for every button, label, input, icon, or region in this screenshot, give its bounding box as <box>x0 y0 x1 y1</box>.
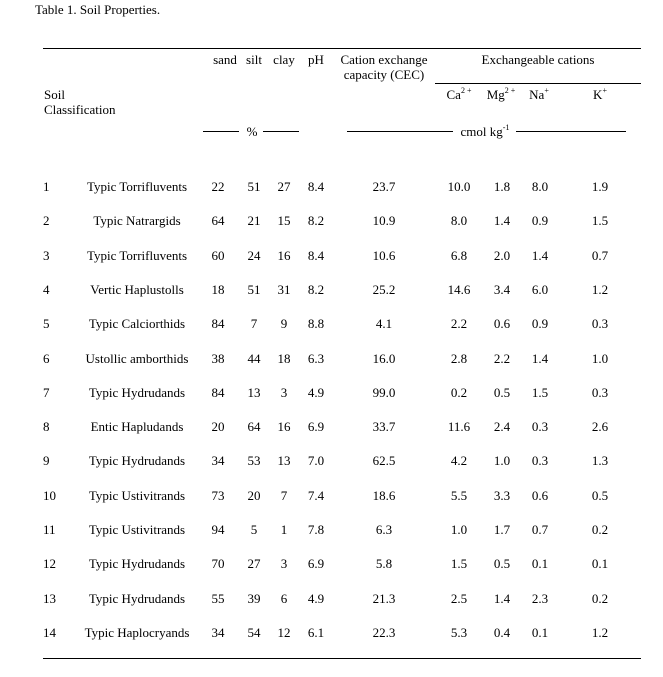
cell-no: 2 <box>43 213 50 229</box>
cell-ph: 7.0 <box>307 453 325 469</box>
exchangeable-rule <box>435 83 641 84</box>
cell-mg: 0.5 <box>493 384 511 400</box>
header-clay: clay <box>273 52 295 67</box>
cell-ph: 6.1 <box>307 624 325 640</box>
cell-mg: 2.2 <box>493 350 511 366</box>
cell-clay: 16 <box>277 419 291 435</box>
cell-silt: 39 <box>247 590 261 606</box>
unit-rule-cmol-right <box>516 131 626 132</box>
unit-rule-percent-right <box>263 131 299 132</box>
header-na-charge: + <box>544 86 549 95</box>
cell-name: Typic Torrifluvents <box>86 247 188 263</box>
header-cec-line1: Cation exchange <box>340 52 428 67</box>
cell-cec: 10.9 <box>372 213 396 229</box>
cell-no: 10 <box>43 487 56 503</box>
cell-clay: 18 <box>277 350 291 366</box>
cell-name: Vertic Haplustolls <box>90 281 184 297</box>
unit-cmol-text: cmol kg <box>460 124 503 139</box>
cell-sand: 34 <box>211 453 225 469</box>
cell-k: 0.3 <box>591 384 609 400</box>
cell-ph: 6.9 <box>307 556 325 572</box>
cell-name: Entic Hapludands <box>90 419 184 435</box>
cell-ph: 7.4 <box>307 487 325 503</box>
cell-na: 0.1 <box>531 556 549 572</box>
cell-k: 0.2 <box>591 522 609 537</box>
cell-sand: 94 <box>211 522 225 537</box>
cell-na: 0.3 <box>531 419 549 435</box>
cell-ca: 2.2 <box>450 316 468 332</box>
cell-cec: 16.0 <box>372 350 396 366</box>
cell-silt: 21 <box>247 213 261 229</box>
cell-clay: 31 <box>277 281 291 297</box>
unit-rule-percent-left <box>203 131 239 132</box>
cell-no: 3 <box>43 247 50 263</box>
top-rule <box>43 48 641 49</box>
cell-ph: 4.9 <box>307 384 325 400</box>
cell-sand: 34 <box>211 624 225 640</box>
unit-cmol-exponent: -1 <box>502 123 510 132</box>
header-k-charge: + <box>602 86 607 95</box>
cell-name: Typic Calciorthids <box>88 316 186 332</box>
header-k <box>593 87 607 103</box>
cell-name: Typic Torrifluvents <box>86 179 188 194</box>
cell-name: Typic Haplocryands <box>84 624 190 640</box>
cell-clay: 27 <box>277 179 291 194</box>
table-caption: Table 1. Soil Properties. <box>35 2 161 17</box>
cell-ca: 6.8 <box>450 247 468 263</box>
cell-cec: 62.5 <box>372 453 396 469</box>
header-sand: sand <box>213 52 237 67</box>
cell-na: 8.0 <box>531 179 549 194</box>
cell-no: 14 <box>43 624 56 640</box>
cell-k: 0.5 <box>591 487 609 503</box>
cell-cec: 6.3 <box>375 522 393 537</box>
cell-cec: 18.6 <box>372 487 396 503</box>
cell-name: Typic Hydrudands <box>88 590 186 606</box>
cell-no: 9 <box>43 453 50 469</box>
cell-ca: 5.5 <box>450 487 468 503</box>
cell-clay: 9 <box>280 316 288 332</box>
cell-mg: 3.3 <box>493 487 511 503</box>
cell-cec: 99.0 <box>372 384 396 400</box>
cell-mg: 0.5 <box>493 556 511 572</box>
header-soil-line2: Classification <box>44 102 116 117</box>
header-ca-symbol: Ca <box>446 87 461 102</box>
cell-silt: 44 <box>247 350 261 366</box>
cell-silt: 51 <box>247 179 261 194</box>
table-row <box>0 179 663 195</box>
cell-ca: 1.5 <box>450 556 468 572</box>
cell-clay: 13 <box>277 453 291 469</box>
cell-sand: 84 <box>211 384 225 400</box>
cell-no: 4 <box>43 281 50 297</box>
table-row <box>0 316 663 332</box>
cell-na: 2.3 <box>531 590 549 606</box>
cell-mg: 2.4 <box>493 419 511 435</box>
cell-no: 11 <box>43 522 56 537</box>
cell-silt: 64 <box>247 419 261 435</box>
header-mg-charge: 2 + <box>504 86 516 95</box>
cell-no: 13 <box>43 590 56 606</box>
cell-no: 8 <box>43 419 50 435</box>
cell-clay: 3 <box>280 556 288 572</box>
cell-na: 1.5 <box>531 384 549 400</box>
cell-ca: 5.3 <box>450 624 468 640</box>
cell-ph: 6.9 <box>307 419 325 435</box>
cell-cec: 4.1 <box>375 316 393 332</box>
cell-k: 1.2 <box>591 624 609 640</box>
cell-silt: 7 <box>250 316 258 332</box>
cell-cec: 21.3 <box>372 590 396 606</box>
header-mg-symbol: Mg <box>486 87 505 102</box>
cell-clay: 7 <box>280 487 288 503</box>
cell-k: 0.3 <box>591 316 609 332</box>
cell-silt: 54 <box>247 624 261 640</box>
cell-k: 0.7 <box>591 247 609 263</box>
table-row <box>0 419 663 435</box>
table-row <box>0 385 663 401</box>
cell-sand: 20 <box>211 419 225 435</box>
cell-ph: 8.8 <box>307 316 325 332</box>
cell-mg: 1.7 <box>493 522 511 537</box>
cell-sand: 18 <box>211 281 225 297</box>
header-na <box>529 87 549 103</box>
cell-silt: 5 <box>250 522 258 537</box>
cell-sand: 73 <box>211 487 225 503</box>
cell-ph: 8.4 <box>307 247 325 263</box>
table-row <box>0 248 663 264</box>
cell-na: 6.0 <box>531 281 549 297</box>
cell-mg: 1.0 <box>493 453 511 469</box>
cell-clay: 15 <box>277 213 291 229</box>
cell-na: 0.3 <box>531 453 549 469</box>
cell-mg: 0.4 <box>493 624 511 640</box>
cell-name: Typic Hydrudands <box>88 453 186 469</box>
cell-ph: 8.2 <box>307 213 325 229</box>
cell-no: 6 <box>43 350 50 366</box>
cell-clay: 12 <box>277 624 291 640</box>
cell-k: 1.9 <box>591 179 609 194</box>
cell-cec: 25.2 <box>372 281 396 297</box>
bottom-rule <box>43 658 641 659</box>
cell-na: 0.6 <box>531 487 549 503</box>
cell-sand: 38 <box>211 350 225 366</box>
cell-ph: 4.9 <box>307 590 325 606</box>
header-cec-line2: capacity (CEC) <box>343 67 425 82</box>
cell-na: 0.9 <box>531 213 549 229</box>
header-ph: pH <box>308 52 324 67</box>
cell-cec: 23.7 <box>372 179 396 194</box>
cell-sand: 84 <box>211 316 225 332</box>
unit-cmol <box>461 124 510 140</box>
cell-sand: 70 <box>211 556 225 572</box>
header-soil-line1: Soil <box>44 87 65 102</box>
cell-name: Typic Hydrudands <box>88 556 186 572</box>
cell-mg: 1.8 <box>493 179 511 194</box>
cell-no: 12 <box>43 556 56 572</box>
header-exchangeable-cations: Exchangeable cations <box>481 52 595 67</box>
cell-ca: 8.0 <box>450 213 468 229</box>
cell-na: 0.1 <box>531 624 549 640</box>
cell-no: 7 <box>43 384 50 400</box>
cell-mg: 1.4 <box>493 590 511 606</box>
cell-no: 5 <box>43 316 50 332</box>
table-row <box>0 625 663 641</box>
cell-ca: 2.5 <box>450 590 468 606</box>
cell-ca: 1.0 <box>450 522 468 537</box>
cell-k: 2.6 <box>591 419 609 435</box>
header-mg <box>487 87 516 103</box>
cell-ph: 7.8 <box>307 522 325 537</box>
cell-name: Typic Hydrudands <box>88 384 186 400</box>
header-ca <box>447 87 472 103</box>
table-row <box>0 591 663 607</box>
cell-ca: 11.6 <box>447 419 471 435</box>
cell-name: Ustollic amborthids <box>85 350 189 366</box>
cell-k: 1.5 <box>591 213 609 229</box>
cell-name: Typic Natrargids <box>93 213 181 229</box>
header-silt: silt <box>246 52 262 67</box>
cell-clay: 6 <box>280 590 288 606</box>
cell-ca: 4.2 <box>450 453 468 469</box>
cell-ph: 8.2 <box>307 281 325 297</box>
unit-percent: % <box>246 124 258 139</box>
cell-silt: 51 <box>247 281 261 297</box>
cell-cec: 22.3 <box>372 624 396 640</box>
table-row <box>0 351 663 367</box>
header-k-symbol: K <box>593 87 603 102</box>
cell-na: 0.7 <box>531 522 549 537</box>
cell-ca: 14.6 <box>447 281 471 297</box>
cell-silt: 24 <box>247 247 261 263</box>
header-na-symbol: Na <box>529 87 545 102</box>
cell-ca: 10.0 <box>447 179 471 194</box>
cell-cec: 33.7 <box>372 419 396 435</box>
cell-ca: 0.2 <box>450 384 468 400</box>
cell-mg: 0.6 <box>493 316 511 332</box>
table-row <box>0 522 663 538</box>
cell-cec: 10.6 <box>372 247 396 263</box>
cell-mg: 1.4 <box>493 213 511 229</box>
cell-sand: 22 <box>211 179 225 194</box>
cell-na: 1.4 <box>531 350 549 366</box>
cell-ca: 2.8 <box>450 350 468 366</box>
unit-rule-cmol-left <box>347 131 453 132</box>
table-row <box>0 282 663 298</box>
cell-ph: 8.4 <box>307 179 325 194</box>
cell-k: 0.1 <box>591 556 609 572</box>
cell-name: Typic Ustivitrands <box>88 487 186 503</box>
cell-sand: 55 <box>211 590 225 606</box>
cell-clay: 1 <box>280 522 288 537</box>
cell-clay: 16 <box>277 247 291 263</box>
cell-k: 1.3 <box>591 453 609 469</box>
cell-mg: 2.0 <box>493 247 511 263</box>
table-row <box>0 556 663 572</box>
cell-na: 0.9 <box>531 316 549 332</box>
table-row <box>0 213 663 229</box>
cell-sand: 64 <box>211 213 225 229</box>
cell-ph: 6.3 <box>307 350 325 366</box>
cell-no: 1 <box>43 179 50 194</box>
cell-na: 1.4 <box>531 247 549 263</box>
cell-sand: 60 <box>211 247 225 263</box>
cell-k: 0.2 <box>591 590 609 606</box>
table-row <box>0 488 663 504</box>
cell-k: 1.0 <box>591 350 609 366</box>
cell-cec: 5.8 <box>375 556 393 572</box>
cell-silt: 53 <box>247 453 261 469</box>
cell-name: Typic Ustivitrands <box>88 522 186 537</box>
cell-silt: 20 <box>247 487 261 503</box>
cell-k: 1.2 <box>591 281 609 297</box>
cell-silt: 13 <box>247 384 261 400</box>
cell-silt: 27 <box>247 556 261 572</box>
cell-clay: 3 <box>280 384 288 400</box>
cell-mg: 3.4 <box>493 281 511 297</box>
header-ca-charge: 2 + <box>460 86 472 95</box>
table-row <box>0 453 663 469</box>
